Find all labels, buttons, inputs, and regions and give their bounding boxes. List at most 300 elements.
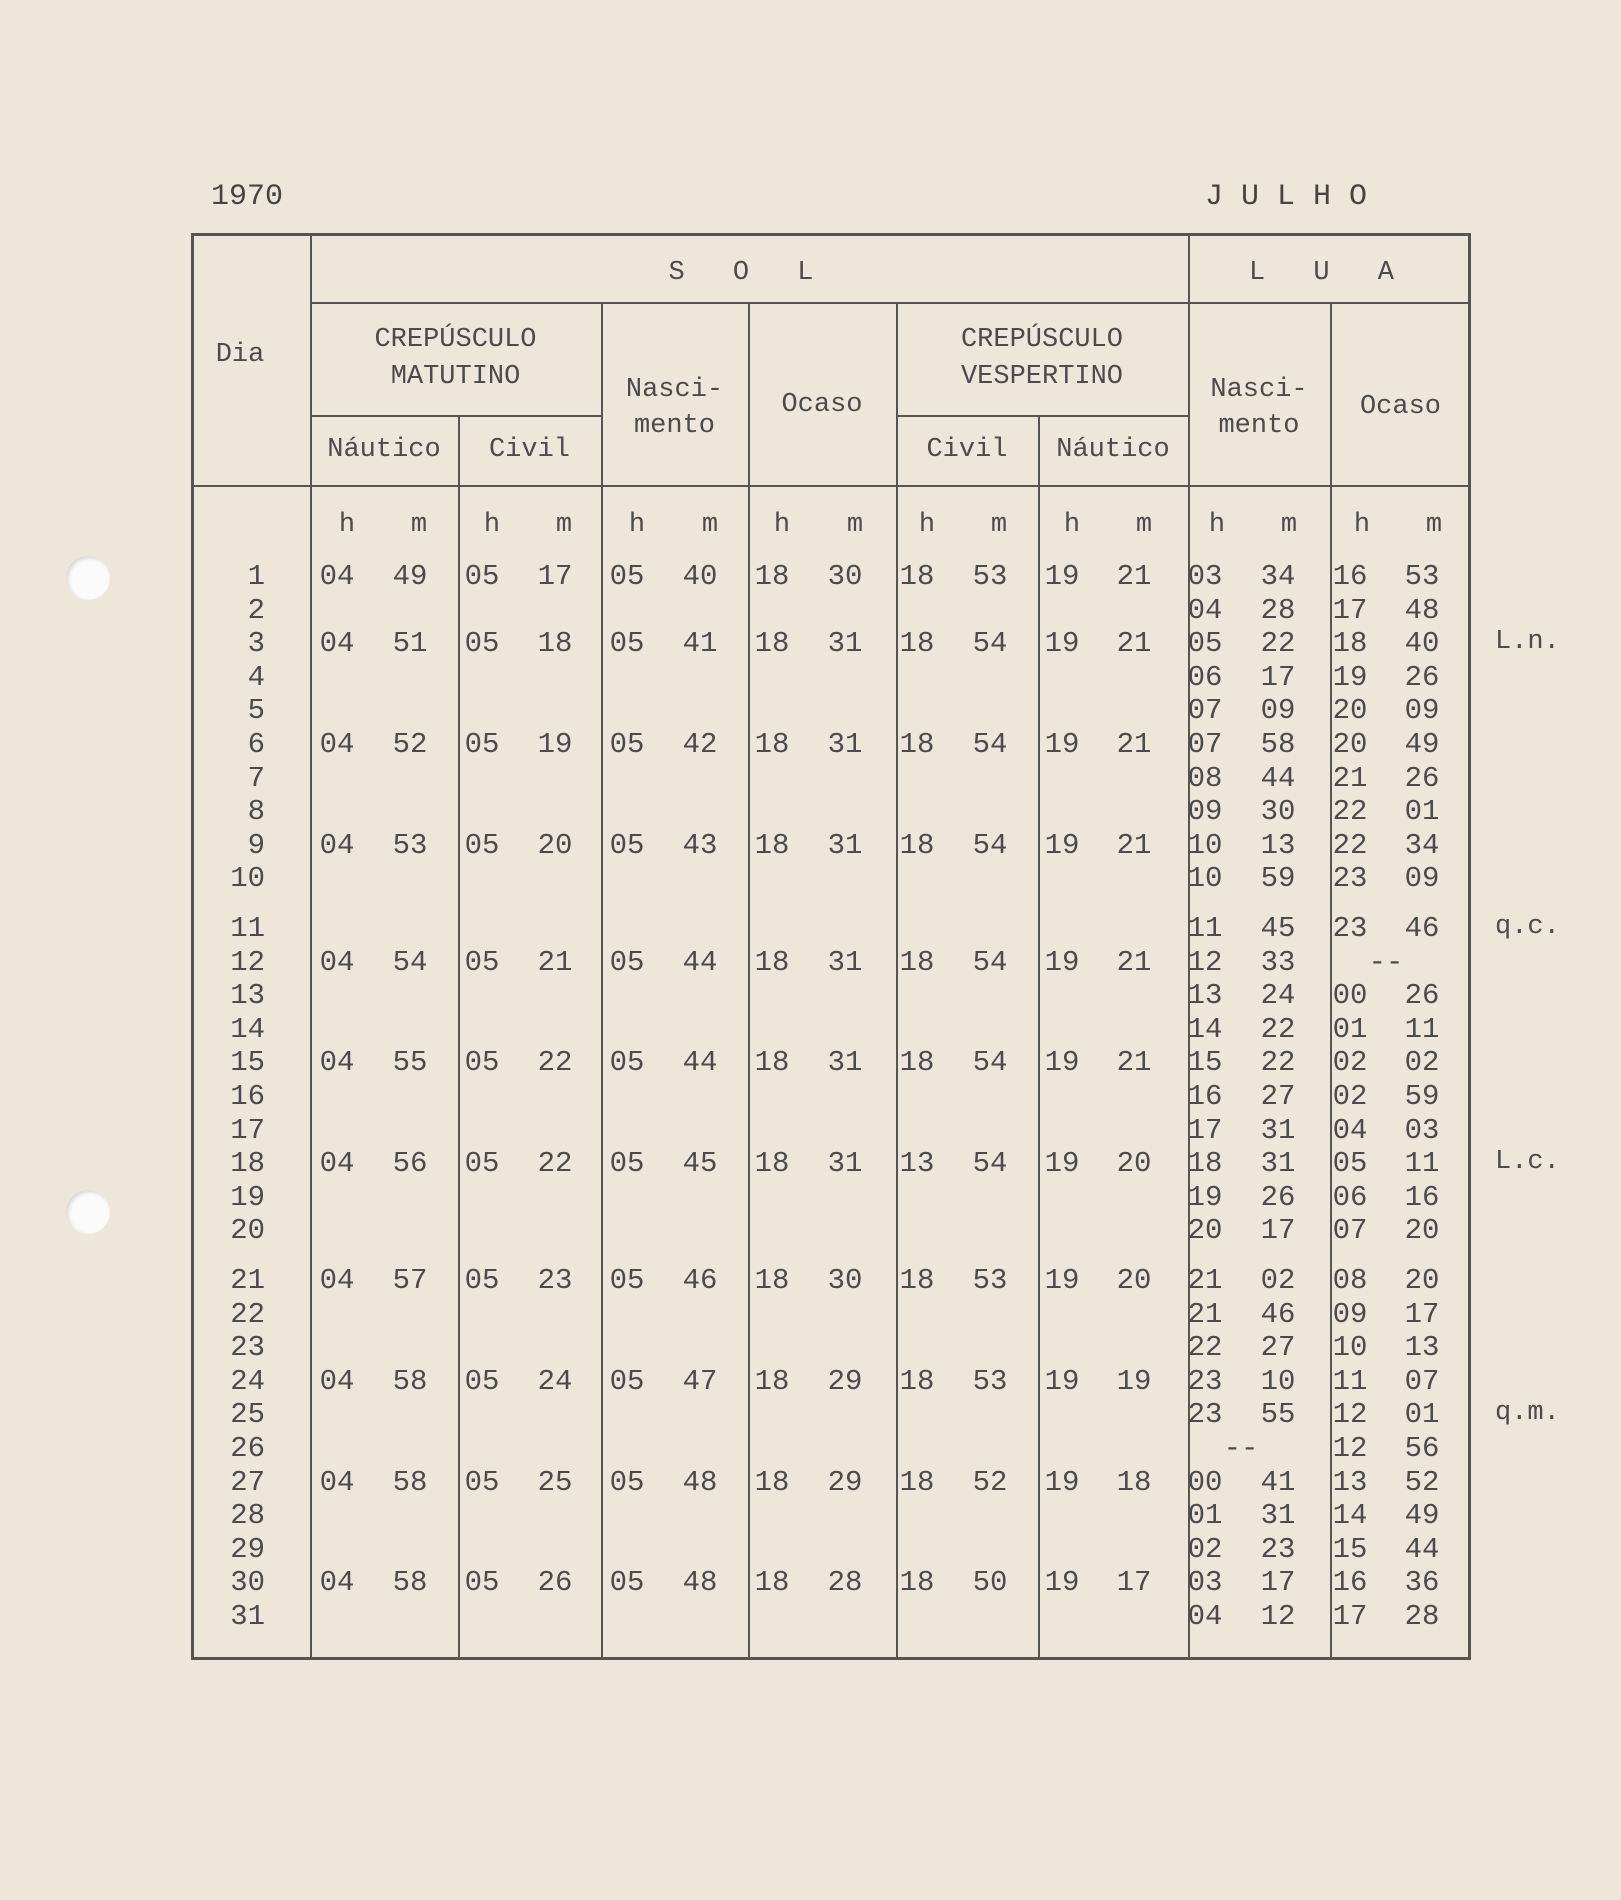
unit-m: m	[555, 510, 573, 540]
unit-h: h	[338, 510, 356, 540]
sol-time-value: 05	[609, 627, 645, 660]
lua-time-value: 17	[1260, 1214, 1296, 1247]
lua-time-value: 59	[1404, 1080, 1440, 1113]
sol-time-value: 18	[899, 627, 935, 660]
sol-time-value: 05	[609, 1365, 645, 1398]
lua-time-value: 16	[1332, 560, 1368, 593]
sol-time-value: 21	[1116, 560, 1152, 593]
sol-time-value: 54	[972, 1046, 1008, 1079]
lua-time-value: 01	[1404, 795, 1440, 828]
lua-time-value: 41	[1260, 1466, 1296, 1499]
sol-time-value: 04	[319, 946, 355, 979]
header-nascimento-2: mento	[633, 411, 715, 441]
lua-time-value: 00	[1332, 979, 1368, 1012]
lua-time-value: 00	[1187, 1466, 1223, 1499]
binder-hole-bottom	[66, 1190, 110, 1234]
sol-time-value: 31	[827, 1147, 863, 1180]
sol-time-value: 05	[464, 627, 500, 660]
day-number: 29	[230, 1533, 265, 1566]
lua-time-value: 07	[1332, 1214, 1368, 1247]
sol-time-value: 04	[319, 1566, 355, 1599]
sol-time-value: 58	[392, 1365, 428, 1398]
sol-time-value: 29	[827, 1466, 863, 1499]
lua-time-value: 02	[1332, 1046, 1368, 1079]
sol-time-value: 05	[609, 560, 645, 593]
unit-h: h	[628, 510, 646, 540]
sol-time-value: 57	[392, 1264, 428, 1297]
lua-time-value: 10	[1187, 829, 1223, 862]
lua-time-value: 09	[1187, 795, 1223, 828]
lua-time-value: 20	[1332, 694, 1368, 727]
day-number: 3	[247, 627, 265, 660]
lua-time-value: 15	[1187, 1046, 1223, 1079]
sol-time-value: 54	[972, 728, 1008, 761]
moon-phase-note: q.c.	[1495, 912, 1560, 942]
sol-time-value: 21	[537, 946, 573, 979]
sol-time-value: 30	[827, 1264, 863, 1297]
lua-time-value: 16	[1332, 1566, 1368, 1599]
lua-time-value: 16	[1187, 1080, 1223, 1113]
lua-time-value: 53	[1404, 560, 1440, 593]
day-number: 17	[230, 1114, 265, 1147]
sol-time-value: 04	[319, 1365, 355, 1398]
unit-m: m	[1135, 510, 1153, 540]
lua-time-value: 22	[1332, 795, 1368, 828]
header-vesp-civil: Civil	[926, 435, 1008, 465]
sol-time-value: 40	[682, 560, 718, 593]
lua-time-value: 23	[1332, 862, 1368, 895]
lua-time-value: 02	[1404, 1046, 1440, 1079]
sol-time-value: 19	[1044, 627, 1080, 660]
header-sol: S O L	[668, 258, 830, 288]
day-number: 21	[230, 1264, 265, 1297]
lua-time-value: 19	[1187, 1181, 1223, 1214]
header-crep-mat-2: MATUTINO	[390, 362, 521, 392]
sol-time-value: 05	[464, 1147, 500, 1180]
day-number: 7	[247, 762, 265, 795]
sol-time-value: 04	[319, 560, 355, 593]
lua-time-value: 05	[1187, 627, 1223, 660]
lua-time-value: --	[1368, 946, 1404, 979]
day-number: 20	[230, 1214, 265, 1247]
unit-h: h	[1063, 510, 1081, 540]
sol-time-value: 43	[682, 829, 718, 862]
sol-time-value: 51	[392, 627, 428, 660]
lua-time-value: 21	[1332, 762, 1368, 795]
sol-time-value: 18	[754, 1046, 790, 1079]
sol-time-value: 05	[464, 1566, 500, 1599]
sol-time-value: 21	[1116, 946, 1152, 979]
unit-m: m	[410, 510, 428, 540]
sol-time-value: 49	[392, 560, 428, 593]
sol-time-value: 05	[464, 728, 500, 761]
header-vesp-nautico: Náutico	[1056, 435, 1170, 465]
day-number: 13	[230, 979, 265, 1012]
sol-time-value: 20	[1116, 1264, 1152, 1297]
sol-time-value: 52	[392, 728, 428, 761]
header-nascimento-1: Nasci-	[625, 375, 724, 405]
sol-time-value: 53	[972, 1365, 1008, 1398]
lua-time-value: 07	[1404, 1365, 1440, 1398]
lua-time-value: 21	[1187, 1264, 1223, 1297]
sol-time-value: 18	[899, 1466, 935, 1499]
sol-time-value: 18	[754, 1365, 790, 1398]
sol-time-value: 05	[609, 1466, 645, 1499]
day-number: 31	[230, 1600, 265, 1633]
moon-phase-note: L.c.	[1495, 1147, 1560, 1177]
day-number: 24	[230, 1365, 265, 1398]
sol-time-value: 31	[827, 829, 863, 862]
lua-time-value: 34	[1404, 829, 1440, 862]
sol-time-value: 31	[827, 728, 863, 761]
sol-time-value: 18	[754, 627, 790, 660]
sol-time-value: 58	[392, 1466, 428, 1499]
day-number: 23	[230, 1331, 265, 1364]
lua-time-value: 01	[1332, 1013, 1368, 1046]
lua-time-value: 28	[1404, 1600, 1440, 1633]
sol-time-value: 22	[537, 1147, 573, 1180]
sol-time-value: 17	[537, 560, 573, 593]
year-label: 1970	[211, 180, 284, 214]
sol-time-value: 19	[1044, 560, 1080, 593]
day-number: 9	[247, 829, 265, 862]
header-lua-ocaso: Ocaso	[1359, 392, 1441, 422]
sol-time-value: 19	[1044, 946, 1080, 979]
lua-time-value: 11	[1404, 1013, 1440, 1046]
unit-m: m	[701, 510, 719, 540]
unit-m: m	[846, 510, 864, 540]
header-crep-vesp-1: CREPÚSCULO	[960, 325, 1124, 355]
lua-time-value: 22	[1187, 1331, 1223, 1364]
unit-m: m	[990, 510, 1008, 540]
sol-time-value: 54	[972, 1147, 1008, 1180]
sol-time-value: 54	[392, 946, 428, 979]
lua-time-value: 20	[1404, 1214, 1440, 1247]
sol-time-value: 54	[972, 627, 1008, 660]
lua-time-value: 28	[1260, 594, 1296, 627]
sol-time-value: 52	[972, 1466, 1008, 1499]
unit-m: m	[1280, 510, 1298, 540]
sol-time-value: 31	[827, 946, 863, 979]
lua-time-value: 10	[1332, 1331, 1368, 1364]
lua-time-value: 22	[1260, 627, 1296, 660]
unit-m: m	[1425, 510, 1443, 540]
lua-time-value: 55	[1260, 1398, 1296, 1431]
day-number: 5	[247, 694, 265, 727]
lua-time-value: 17	[1260, 1566, 1296, 1599]
sol-time-value: 05	[464, 1466, 500, 1499]
sol-time-value: 21	[1116, 829, 1152, 862]
sol-time-value: 18	[754, 560, 790, 593]
lua-time-value: 27	[1260, 1080, 1296, 1113]
lua-time-value: 26	[1404, 979, 1440, 1012]
sol-time-value: 05	[609, 1566, 645, 1599]
sol-time-value: 25	[537, 1466, 573, 1499]
sol-time-value: 23	[537, 1264, 573, 1297]
lua-time-value: 19	[1332, 661, 1368, 694]
unit-h: h	[918, 510, 936, 540]
day-number: 22	[230, 1298, 265, 1331]
day-number: 15	[230, 1046, 265, 1079]
lua-time-value: 31	[1260, 1147, 1296, 1180]
sol-time-value: 18	[899, 1566, 935, 1599]
lua-time-value: 40	[1404, 627, 1440, 660]
lua-time-value: 01	[1187, 1499, 1223, 1532]
day-number: 4	[247, 661, 265, 694]
lua-time-value: 23	[1260, 1533, 1296, 1566]
sol-time-value: 19	[1044, 1264, 1080, 1297]
lua-time-value: 06	[1187, 661, 1223, 694]
lua-time-value: 03	[1187, 1566, 1223, 1599]
lua-time-value: 14	[1332, 1499, 1368, 1532]
sol-time-value: 53	[972, 560, 1008, 593]
day-number: 8	[247, 795, 265, 828]
sol-time-value: 05	[464, 946, 500, 979]
lua-time-value: 07	[1187, 728, 1223, 761]
day-number: 1	[247, 560, 265, 593]
lua-time-value: 20	[1187, 1214, 1223, 1247]
sol-time-value: 18	[754, 728, 790, 761]
lua-time-value: --	[1223, 1432, 1259, 1465]
lua-time-value: 08	[1187, 762, 1223, 795]
sol-time-value: 29	[827, 1365, 863, 1398]
lua-time-value: 17	[1260, 661, 1296, 694]
moon-phase-note: L.n.	[1495, 627, 1560, 657]
day-number: 14	[230, 1013, 265, 1046]
lua-time-value: 20	[1404, 1264, 1440, 1297]
lua-time-value: 02	[1332, 1080, 1368, 1113]
sol-time-value: 17	[1116, 1566, 1152, 1599]
sol-time-value: 54	[972, 829, 1008, 862]
header-lua: L U A	[1248, 258, 1410, 288]
lua-time-value: 13	[1332, 1466, 1368, 1499]
unit-h: h	[773, 510, 791, 540]
sol-time-value: 21	[1116, 627, 1152, 660]
sol-time-value: 47	[682, 1365, 718, 1398]
sol-time-value: 18	[754, 1147, 790, 1180]
sol-time-value: 48	[682, 1566, 718, 1599]
lua-time-value: 59	[1260, 862, 1296, 895]
binder-hole-top	[66, 556, 110, 600]
header-lua-nascimento-2: mento	[1218, 411, 1300, 441]
day-number: 28	[230, 1499, 265, 1532]
sol-time-value: 44	[682, 1046, 718, 1079]
lua-time-value: 56	[1404, 1432, 1440, 1465]
lua-time-value: 20	[1332, 728, 1368, 761]
sol-time-value: 04	[319, 1046, 355, 1079]
sol-time-value: 04	[319, 627, 355, 660]
lua-time-value: 08	[1332, 1264, 1368, 1297]
lua-time-value: 23	[1187, 1398, 1223, 1431]
lua-time-value: 12	[1332, 1398, 1368, 1431]
sol-time-value: 19	[1044, 1365, 1080, 1398]
day-number: 10	[230, 862, 265, 895]
lua-time-value: 02	[1260, 1264, 1296, 1297]
lua-time-value: 18	[1332, 627, 1368, 660]
sol-time-value: 04	[319, 829, 355, 862]
lua-time-value: 23	[1332, 912, 1368, 945]
sol-time-value: 21	[1116, 728, 1152, 761]
sol-time-value: 19	[1116, 1365, 1152, 1398]
sol-time-value: 20	[537, 829, 573, 862]
day-number: 25	[230, 1398, 265, 1431]
day-number: 11	[230, 912, 265, 945]
lua-time-value: 31	[1260, 1499, 1296, 1532]
lua-time-value: 13	[1260, 829, 1296, 862]
sol-time-value: 31	[827, 627, 863, 660]
sol-time-value: 21	[1116, 1046, 1152, 1079]
sol-time-value: 05	[464, 1365, 500, 1398]
lua-time-value: 09	[1404, 694, 1440, 727]
lua-time-value: 46	[1404, 912, 1440, 945]
unit-h: h	[483, 510, 501, 540]
lua-time-value: 26	[1404, 762, 1440, 795]
header-mat-nautico: Náutico	[327, 435, 441, 465]
sol-time-value: 05	[464, 560, 500, 593]
day-number: 19	[230, 1181, 265, 1214]
lua-time-value: 13	[1187, 979, 1223, 1012]
lua-time-value: 27	[1260, 1331, 1296, 1364]
sol-time-value: 18	[754, 1264, 790, 1297]
lua-time-value: 12	[1187, 946, 1223, 979]
lua-time-value: 45	[1260, 912, 1296, 945]
lua-time-value: 15	[1332, 1533, 1368, 1566]
lua-time-value: 13	[1404, 1331, 1440, 1364]
month-label: JULHO	[1205, 180, 1386, 214]
sol-time-value: 19	[1044, 1466, 1080, 1499]
sol-time-value: 58	[392, 1566, 428, 1599]
lua-time-value: 33	[1260, 946, 1296, 979]
lua-time-value: 06	[1332, 1181, 1368, 1214]
lua-time-value: 01	[1404, 1398, 1440, 1431]
lua-time-value: 22	[1332, 829, 1368, 862]
unit-h: h	[1208, 510, 1226, 540]
header-dia: Dia	[215, 340, 265, 370]
lua-time-value: 44	[1260, 762, 1296, 795]
unit-h: h	[1353, 510, 1371, 540]
lua-time-value: 14	[1187, 1013, 1223, 1046]
sol-time-value: 50	[972, 1566, 1008, 1599]
sol-time-value: 18	[899, 1365, 935, 1398]
lua-time-value: 05	[1332, 1147, 1368, 1180]
day-number: 16	[230, 1080, 265, 1113]
day-number: 27	[230, 1466, 265, 1499]
lua-time-value: 18	[1187, 1147, 1223, 1180]
sol-time-value: 19	[537, 728, 573, 761]
lua-time-value: 04	[1187, 594, 1223, 627]
sol-time-value: 05	[609, 728, 645, 761]
lua-time-value: 17	[1404, 1298, 1440, 1331]
lua-time-value: 11	[1332, 1365, 1368, 1398]
moon-phase-note: q.m.	[1495, 1398, 1560, 1428]
header-mat-civil: Civil	[488, 435, 570, 465]
lua-time-value: 17	[1332, 594, 1368, 627]
sol-time-value: 19	[1044, 1046, 1080, 1079]
lua-time-value: 52	[1404, 1466, 1440, 1499]
lua-time-value: 16	[1404, 1181, 1440, 1214]
sol-time-value: 19	[1044, 728, 1080, 761]
lua-time-value: 26	[1260, 1181, 1296, 1214]
lua-time-value: 03	[1187, 560, 1223, 593]
lua-time-value: 26	[1404, 661, 1440, 694]
lua-time-value: 07	[1187, 694, 1223, 727]
lua-time-value: 09	[1404, 862, 1440, 895]
sol-time-value: 20	[1116, 1147, 1152, 1180]
sol-time-value: 19	[1044, 829, 1080, 862]
lua-time-value: 36	[1404, 1566, 1440, 1599]
lua-time-value: 09	[1332, 1298, 1368, 1331]
sol-time-value: 18	[899, 829, 935, 862]
day-number: 30	[230, 1566, 265, 1599]
lua-time-value: 23	[1187, 1365, 1223, 1398]
sol-time-value: 56	[392, 1147, 428, 1180]
lua-time-value: 02	[1187, 1533, 1223, 1566]
lua-time-value: 58	[1260, 728, 1296, 761]
sol-time-value: 04	[319, 1264, 355, 1297]
sol-time-value: 48	[682, 1466, 718, 1499]
sol-time-value: 18	[899, 560, 935, 593]
sol-time-value: 22	[537, 1046, 573, 1079]
lua-time-value: 31	[1260, 1114, 1296, 1147]
lua-time-value: 04	[1187, 1600, 1223, 1633]
sol-time-value: 54	[972, 946, 1008, 979]
day-number: 26	[230, 1432, 265, 1465]
day-number: 2	[247, 594, 265, 627]
lua-time-value: 11	[1404, 1147, 1440, 1180]
sol-time-value: 05	[609, 1046, 645, 1079]
sol-time-value: 55	[392, 1046, 428, 1079]
lua-time-value: 04	[1332, 1114, 1368, 1147]
lua-time-value: 48	[1404, 594, 1440, 627]
lua-time-value: 17	[1332, 1600, 1368, 1633]
sol-time-value: 53	[392, 829, 428, 862]
sol-time-value: 04	[319, 728, 355, 761]
lua-time-value: 09	[1260, 694, 1296, 727]
lua-time-value: 49	[1404, 1499, 1440, 1532]
lua-time-value: 30	[1260, 795, 1296, 828]
lua-time-value: 10	[1260, 1365, 1296, 1398]
sol-time-value: 13	[899, 1147, 935, 1180]
sol-time-value: 18	[754, 1566, 790, 1599]
sol-time-value: 18	[754, 829, 790, 862]
sol-time-value: 05	[464, 1046, 500, 1079]
header-crep-vesp-2: VESPERTINO	[960, 362, 1124, 392]
sol-time-value: 05	[609, 829, 645, 862]
sol-time-value: 19	[1044, 1147, 1080, 1180]
header-crep-mat-1: CREPÚSCULO	[374, 325, 537, 355]
lua-time-value: 17	[1187, 1114, 1223, 1147]
day-number: 18	[230, 1147, 265, 1180]
lua-time-value: 11	[1187, 912, 1223, 945]
sol-time-value: 05	[464, 1264, 500, 1297]
sol-time-value: 18	[899, 728, 935, 761]
sol-time-value: 44	[682, 946, 718, 979]
lua-time-value: 12	[1260, 1600, 1296, 1633]
lua-time-value: 44	[1404, 1533, 1440, 1566]
lua-time-value: 03	[1404, 1114, 1440, 1147]
sol-time-value: 18	[899, 1046, 935, 1079]
sol-time-value: 04	[319, 1147, 355, 1180]
sol-time-value: 05	[609, 1264, 645, 1297]
sol-time-value: 46	[682, 1264, 718, 1297]
sol-time-value: 18	[537, 627, 573, 660]
lua-time-value: 34	[1260, 560, 1296, 593]
lua-time-value: 21	[1187, 1298, 1223, 1331]
sol-time-value: 18	[754, 946, 790, 979]
header-lua-nascimento-1: Nasci-	[1210, 375, 1308, 405]
sol-time-value: 05	[609, 1147, 645, 1180]
sol-time-value: 30	[827, 560, 863, 593]
